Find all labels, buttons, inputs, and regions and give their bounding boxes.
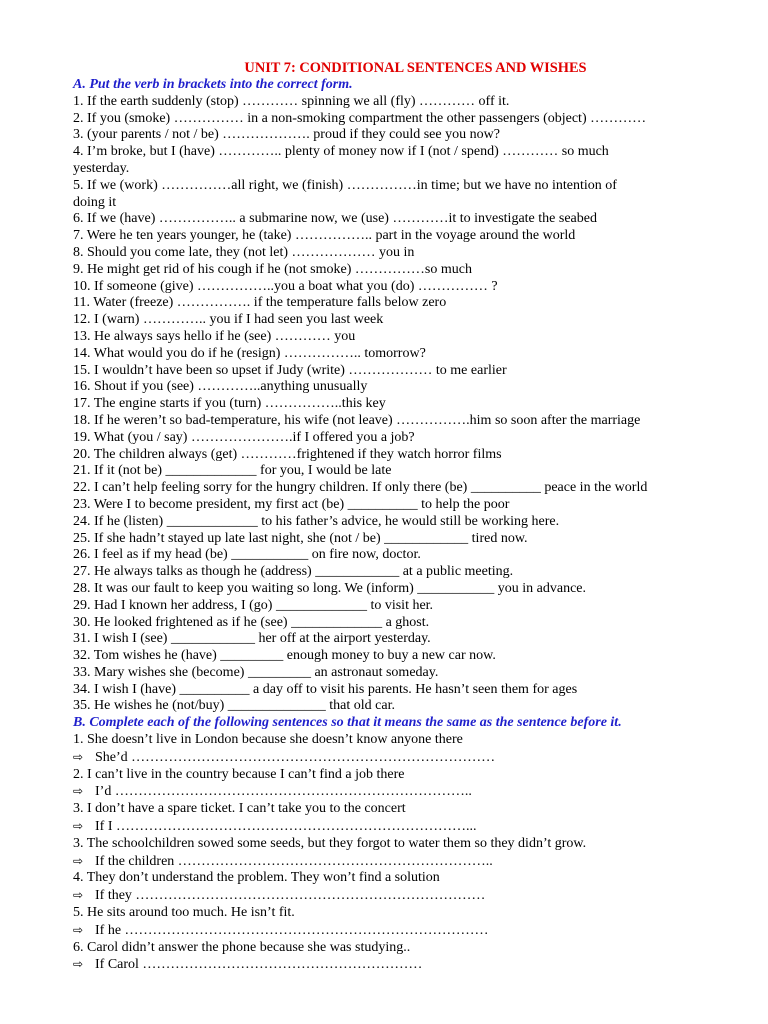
exercise-a-line: 24. If he (listen) _____________ to his father’s advice, he would still be working here. (73, 513, 560, 529)
exercise-b-sentence: 5. He sits around too much. He isn’t fit. (73, 905, 295, 921)
exercise-a-line: 4. I’m broke, but I (have) ………….. plenty of money now if I (not / spend) ………… so much (73, 144, 609, 160)
exercise-a-line: 28. It was our fault to keep you waiting so long. We (inform) ___________ you in advance. (73, 580, 587, 596)
exercise-a-line: yesterday. (73, 160, 130, 176)
section-b-list (73, 732, 728, 974)
section-a-list (73, 94, 728, 715)
answer-prompt: She’d …………………………………………………………………… (95, 749, 496, 765)
section-b-heading: B. Complete each of the following sentences so that it means the same as the sentence before it. (73, 715, 622, 731)
right-arrow-icon: ⇨ (73, 819, 84, 834)
exercise-a-line: 18. If he weren’t so bad-temperature, his wife (not leave) …………….him so soon after the marriage (73, 412, 641, 428)
exercise-a-line: 27. He always talks as though he (address) ____________ at a public meeting. (73, 564, 514, 580)
exercise-a-line: 30. He looked frightened as if he (see) _____________ a ghost. (73, 614, 430, 630)
exercise-b-answer-line[interactable] (73, 749, 728, 767)
exercise-b-sentence: 6. Carol didn’t answer the phone because she was studying.. (73, 939, 411, 955)
answer-prompt: If he …………………………………………………………………… (95, 922, 489, 938)
exercise-a-line: 3. (your parents / not / be) ………………. proud if they could see you now? (73, 127, 500, 143)
exercise-a-line: 14. What would you do if he (resign) …………….. tomorrow? (73, 345, 426, 361)
exercise-b-sentence: 3. The schoolchildren sowed some seeds, but they forgot to water them so they didn’t grow. (73, 835, 587, 851)
right-arrow-icon: ⇨ (73, 957, 84, 972)
exercise-b-answer-line[interactable] (73, 783, 728, 801)
exercise-a-line: doing it (73, 194, 117, 210)
exercise-a-line: 29. Had I known her address, I (go) _____________ to visit her. (73, 597, 434, 613)
exercise-b-sentence: 4. They don’t understand the problem. They won’t find a solution (73, 870, 440, 886)
exercise-a-line: 33. Mary wishes she (become) _________ an astronaut someday. (73, 664, 439, 680)
exercise-a-line: 8. Should you come late, they (not let) ……………… you in (73, 244, 415, 260)
exercise-a-line: 12. I (warn) ………….. you if I had seen you last week (73, 312, 384, 328)
exercise-a-line: 26. I feel as if my head (be) ___________ on fire now, doctor. (73, 547, 421, 563)
exercise-a-line: 6. If we (have) …………….. a submarine now, we (use) …………it to investigate the seabed (73, 211, 597, 227)
exercise-a-line: 21. If it (not be) _____________ for you, I would be late (73, 463, 392, 479)
exercise-a-line: 20. The children always (get) …………frightened if they watch horror films (73, 446, 502, 462)
exercise-a-line: 7. Were he ten years younger, he (take) …………….. part in the voyage around the world (73, 228, 576, 244)
exercise-a-line: 25. If she hadn’t stayed up late last night, she (not / be) ____________ tired now. (73, 530, 528, 546)
exercise-a-line: 1. If the earth suddenly (stop) ………… spinning we all (fly) ………… off it. (73, 93, 510, 109)
exercise-a-line: 35. He wishes he (not/buy) ______________ that old car. (73, 698, 395, 714)
exercise-a-line: 23. Were I to become president, my first act (be) __________ to help the poor (73, 496, 510, 512)
exercise-a-line: 9. He might get rid of his cough if he (not smoke) ……………so much (73, 261, 472, 277)
page-title: UNIT 7: CONDITIONAL SENTENCES AND WISHES (244, 60, 587, 76)
exercise-a-line: 15. I wouldn’t have been so upset if Judy (write) ……………… to me earlier (73, 362, 507, 378)
answer-prompt: If the children ………………………………………………………….. (95, 853, 493, 869)
exercise-a-line: 13. He always says hello if he (see) ………… you (73, 328, 356, 344)
exercise-b-answer-line[interactable] (73, 887, 728, 905)
exercise-a-line: 11. Water (freeze) ……………. if the temperature falls below zero (73, 295, 447, 311)
exercise-b-answer-line[interactable] (73, 922, 728, 940)
exercise-b-sentence: 3. I don’t have a spare ticket. I can’t take you to the concert (73, 801, 406, 817)
exercise-a-line: 16. Shout if you (see) …………..anything unusually (73, 379, 368, 395)
answer-prompt: If they ………………………………………………………………… (95, 888, 486, 904)
answer-prompt: I’d ………………………………………………………………….. (95, 784, 472, 800)
right-arrow-icon: ⇨ (73, 853, 84, 868)
exercise-a-line: 32. Tom wishes he (have) _________ enough money to buy a new car now. (73, 648, 496, 664)
exercise-b-sentence: 1. She doesn’t live in London because she doesn’t know anyone there (73, 732, 463, 748)
exercise-a-line: 2. If you (smoke) …………… in a non-smoking compartment the other passengers (object) ………… (73, 110, 647, 126)
exercise-a-line: 34. I wish I (have) __________ a day off to visit his parents. He hasn’t seen them for ages (73, 681, 578, 697)
answer-prompt: If I …………………………………………………………………... (95, 819, 477, 835)
right-arrow-icon: ⇨ (73, 784, 84, 799)
right-arrow-icon: ⇨ (73, 888, 84, 903)
exercise-b-answer-line[interactable] (73, 853, 728, 871)
answer-prompt: If Carol …………………………………………………… (95, 957, 423, 973)
exercise-a-line: 10. If someone (give) ……………..you a boat what you (do) …………… ? (73, 278, 498, 294)
section-a-heading: A. Put the verb in brackets into the correct form. (73, 77, 353, 92)
exercise-a-line: 17. The engine starts if you (turn) ……………..this key (73, 396, 386, 412)
exercise-b-answer-line[interactable] (73, 956, 728, 974)
exercise-b-sentence: 2. I can’t live in the country because I can’t find a job there (73, 766, 405, 782)
right-arrow-icon: ⇨ (73, 922, 84, 937)
exercise-a-line: 22. I can’t help feeling sorry for the hungry children. If only there (be) __________ peace in the world (73, 480, 648, 496)
exercise-a-line: 31. I wish I (see) ____________ her off at the airport yesterday. (73, 631, 431, 647)
exercise-b-answer-line[interactable] (73, 818, 728, 836)
exercise-a-line: 19. What (you / say) ………………….if I offered you a job? (73, 429, 415, 445)
exercise-a-line: 5. If we (work) ……………all right, we (finish) ……………in time; but we have no intention of (73, 177, 617, 193)
right-arrow-icon: ⇨ (73, 749, 84, 764)
